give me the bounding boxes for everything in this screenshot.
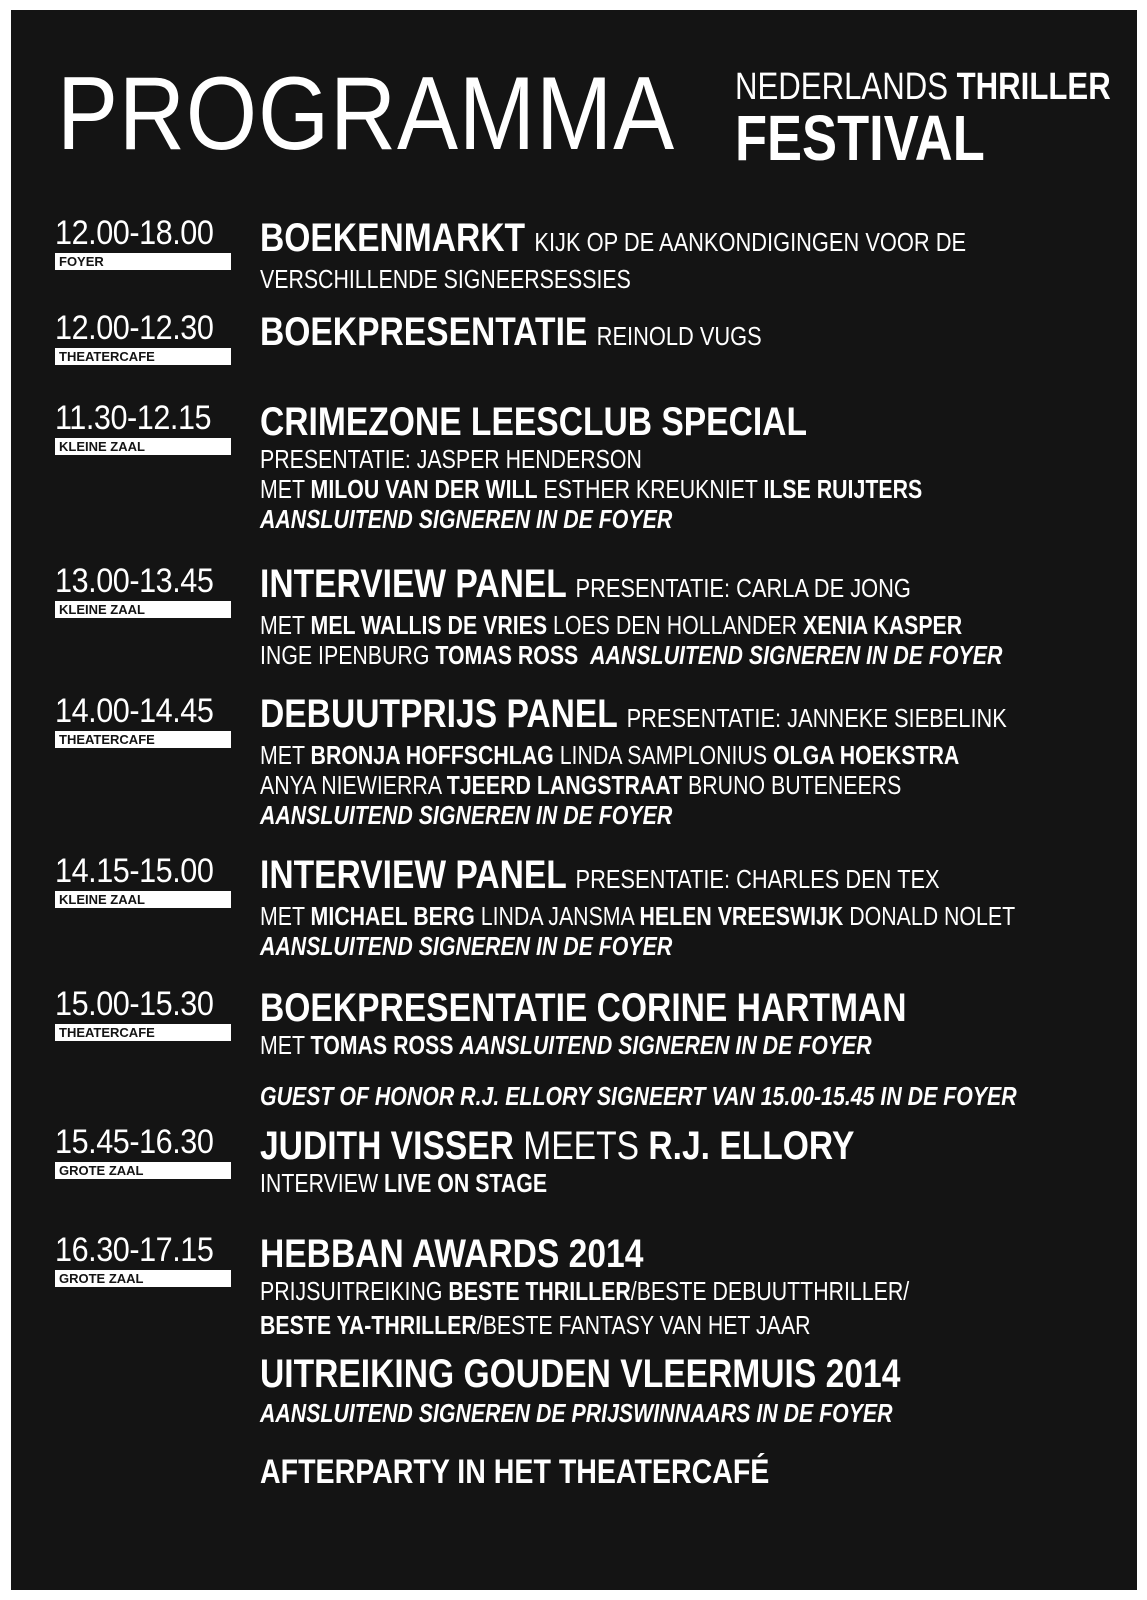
location-label: THEATERCAFE [55,348,231,365]
event-title: BOEKPRESENTATIE CORINE HARTMAN [260,986,907,1030]
festival-name-part: NEDERLANDS [735,66,948,108]
event-hebban-awards [260,1232,1120,1494]
location-label: KLEINE ZAAL [55,438,231,455]
time-range: 16.30-17.15 [55,1231,214,1269]
event-title: HEBBAN AWARDS 2014 [260,1232,644,1276]
event-signing: AANSLUITEND SIGNEREN IN DE FOYER [260,931,673,961]
event-title: INTERVIEW PANEL PRESENTATIE: CHARLES DEN TEX [260,853,940,897]
event-detail: PRIJSUITREIKING BESTE THRILLER/BESTE DEBUUTTHRILLER/ [260,1276,910,1306]
event-signing: AANSLUITEND SIGNEREN IN DE FOYER [260,504,673,534]
time-range: 14.15-15.00 [55,852,214,890]
time-range: 15.45-16.30 [55,1123,214,1161]
timeslot [55,1124,231,1179]
event-detail: INTERVIEW LIVE ON STAGE [260,1168,548,1198]
location-label: GROTE ZAAL [55,1162,231,1179]
event-signing: AANSLUITEND SIGNEREN DE PRIJSWINNAARS IN DE FOYER [260,1398,893,1428]
program-poster [11,10,1137,1590]
time-range: 12.00-18.00 [55,214,214,252]
timeslot [55,215,231,270]
event-participants: MET TOMAS ROSS AANSLUITEND SIGNEREN IN DE FOYER [260,1030,872,1060]
event-crimezone [260,400,1120,534]
event-title: JUDITH VISSER MEETS R.J. ELLORY [260,1124,855,1168]
event-title-gouden-vleermuis: UITREIKING GOUDEN VLEERMUIS 2014 [260,1352,901,1396]
event-participants: ANYA NIEWIERRA TJEERD LANGSTRAAT BRUNO BUTENEERS [260,770,902,800]
event-title: BOEKPRESENTATIE REINOLD VUGS [260,310,762,354]
event-judith-visser [260,1124,1120,1198]
event-presenter: PRESENTATIE: JASPER HENDERSON [260,444,642,474]
time-range: 15.00-15.30 [55,985,214,1023]
event-corine-hartman [260,986,1120,1060]
festival-name [735,66,1147,174]
event-interview-panel-2 [260,853,1120,961]
event-participants: MET BRONJA HOFFSCHLAG LINDA SAMPLONIUS OLGA HOEKSTRA [260,740,960,770]
event-participants: INGE IPENBURG TOMAS ROSS AANSLUITEND SIGNEREN IN DE FOYER [260,640,1003,670]
event-participants: MET MICHAEL BERG LINDA JANSMA HELEN VREESWIJK DONALD NOLET [260,901,1016,931]
location-label: THEATERCAFE [55,731,231,748]
poster-title: PROGRAMMA [57,56,676,172]
time-range: 11.30-12.15 [55,399,212,437]
event-title: BOEKENMARKT KIJK OP DE AANKONDIGINGEN VOOR DE [260,216,967,260]
event-participants: MET MEL WALLIS DE VRIES LOES DEN HOLLANDER XENIA KASPER [260,610,963,640]
location-label: KLEINE ZAAL [55,601,231,618]
timeslot [55,693,231,748]
event-interview-panel-1 [260,562,1120,670]
location-label: KLEINE ZAAL [55,891,231,908]
event-title: CRIMEZONE LEESCLUB SPECIAL [260,400,807,444]
afterparty: AFTERPARTY IN HET THEATERCAFÉ [260,1453,770,1491]
time-range: 12.00-12.30 [55,309,214,347]
event-boekpresentatie [260,310,1120,358]
timeslot [55,310,231,365]
location-label: GROTE ZAAL [55,1270,231,1287]
event-title: INTERVIEW PANEL PRESENTATIE: CARLA DE JONG [260,562,911,606]
event-boekenmarkt [260,216,1120,294]
timeslot [55,563,231,618]
time-range: 13.00-13.45 [55,562,214,600]
event-detail: BESTE YA-THRILLER/BESTE FANTASY VAN HET JAAR [260,1310,811,1340]
event-debuutprijs [260,692,1120,830]
event-title: DEBUUTPRIJS PANEL PRESENTATIE: JANNEKE SIEBELINK [260,692,1007,736]
location-label: FOYER [55,253,231,270]
event-detail: VERSCHILLENDE SIGNEERSESSIES [260,264,631,294]
location-label: THEATERCAFE [55,1024,231,1041]
timeslot [55,400,231,455]
timeslot [55,853,231,908]
festival-name-bold: THRILLER [956,66,1111,108]
timeslot [55,1232,231,1287]
time-range: 14.00-14.45 [55,692,214,730]
guest-of-honor: GUEST OF HONOR R.J. ELLORY SIGNEERT VAN 15.00-15.45 IN DE FOYER [260,1081,1017,1111]
festival-name-line2: FESTIVAL [735,102,985,174]
event-participants: MET MILOU VAN DER WILL ESTHER KREUKNIET ILSE RUIJTERS [260,474,923,504]
timeslot [55,986,231,1041]
event-signing: AANSLUITEND SIGNEREN IN DE FOYER [260,800,673,830]
